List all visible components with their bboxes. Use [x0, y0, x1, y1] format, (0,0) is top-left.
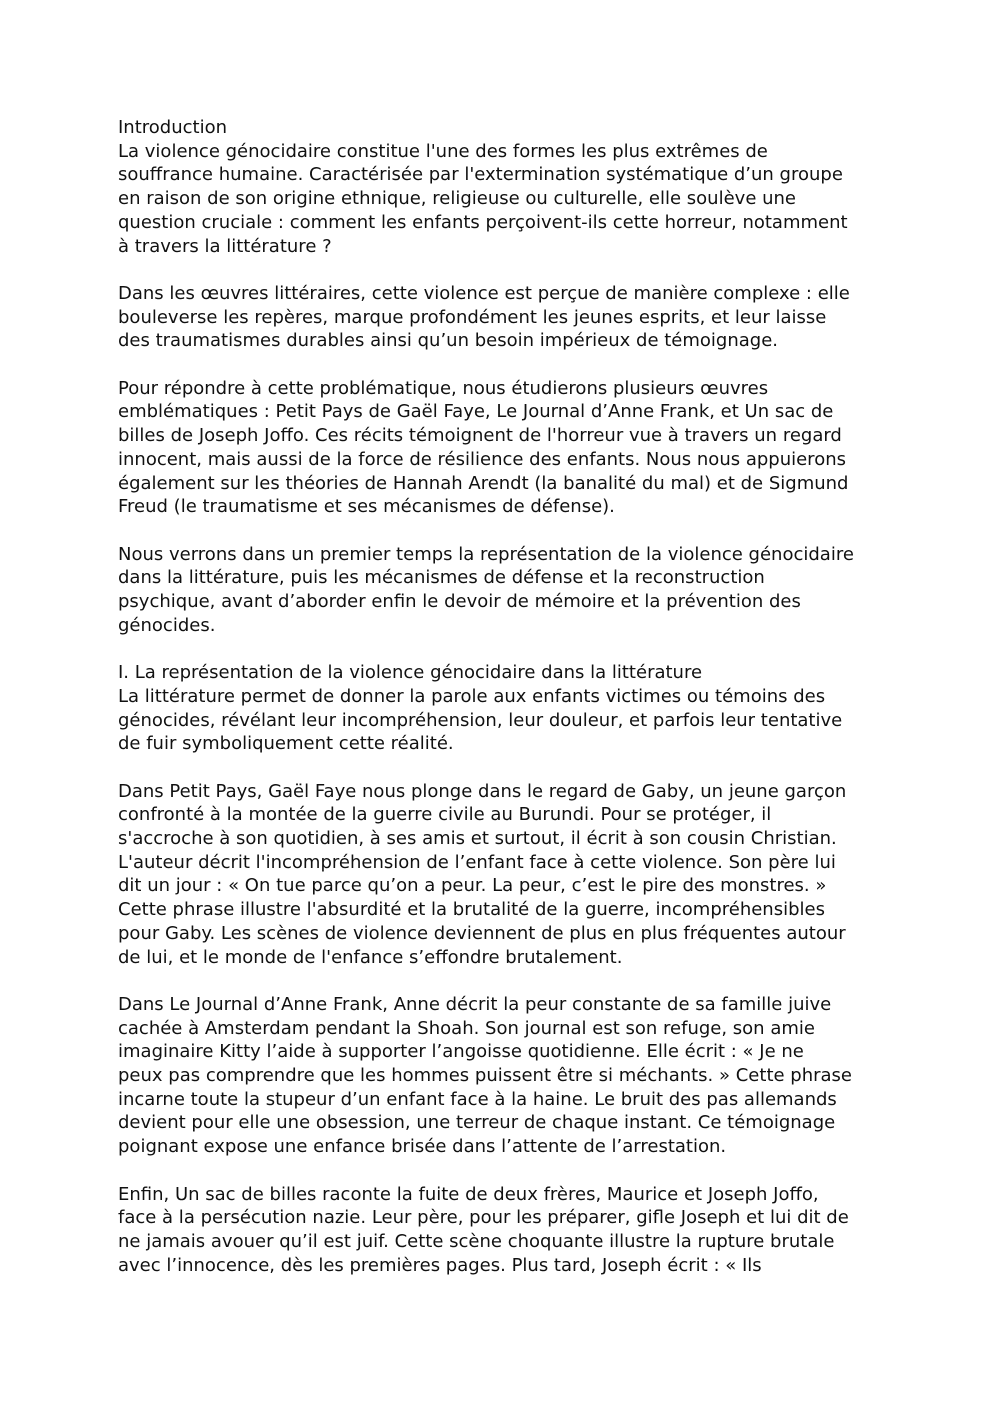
text-line: bouleverse les repères, marque profondément les jeunes esprits, et leur laisse [118, 306, 827, 328]
text-line: en raison de son origine ethnique, religieuse ou culturelle, elle soulève une [118, 188, 797, 210]
paragraph-perception [118, 282, 888, 353]
paragraph-anne-frank [118, 993, 888, 1159]
text-line: dit un jour : « On tue parce qu’on a peur. La peur, c’est le pire des monstres. » [118, 875, 827, 897]
text-line: emblématiques : Petit Pays de Gaël Faye, Le Journal d’Anne Frank, et Un sac de [118, 401, 834, 423]
text-line: innocent, mais aussi de la force de résilience des enfants. Nous nous appuierons [118, 448, 846, 470]
text-line: Cette phrase illustre l'absurdité et la brutalité de la guerre, incompréhensibles [118, 899, 825, 921]
document-page [118, 116, 888, 1301]
text-line: face à la persécution nazie. Leur père, pour les préparer, gifle Joseph et lui dit de [118, 1207, 849, 1229]
paragraph-petit-pays [118, 780, 888, 970]
introduction-heading: Introduction [118, 117, 228, 138]
text-line: Freud (le traumatisme et ses mécanismes de défense). [118, 496, 615, 518]
text-line: peux pas comprendre que les hommes puissent être si méchants. » Cette phrase [118, 1065, 853, 1087]
text-line: Dans les œuvres littéraires, cette violence est perçue de manière complexe : elle [118, 282, 850, 304]
text-line: de fuir symboliquement cette réalité. [118, 733, 454, 755]
text-line: Dans Petit Pays, Gaël Faye nous plonge dans le regard de Gaby, un jeune garçon [118, 780, 847, 802]
paragraph-plan [118, 543, 888, 638]
text-line: psychique, avant d’aborder enfin le devoir de mémoire et la prévention des [118, 591, 801, 613]
text-line: des traumatismes durables ainsi qu’un besoin impérieux de témoignage. [118, 330, 779, 352]
text-line: devient pour elle une obsession, une terreur de chaque instant. Ce témoignage [118, 1112, 836, 1134]
paragraph-problematique [118, 377, 888, 519]
text-line: pour Gaby. Les scènes de violence deviennent de plus en plus fréquentes autour [118, 922, 846, 944]
text-line: L'auteur décrit l'incompréhension de l’enfant face à cette violence. Son père lui [118, 851, 836, 873]
text-line: poignant expose une enfance brisée dans l’attente de l’arrestation. [118, 1136, 727, 1158]
text-line: Pour répondre à cette problématique, nous étudierons plusieurs œuvres [118, 377, 769, 399]
text-line: à travers la littérature ? [118, 235, 332, 257]
section-1-heading: I. La représentation de la violence génocidaire dans la littérature [118, 662, 703, 684]
text-line: également sur les théories de Hannah Arendt (la banalité du mal) et de Sigmund [118, 472, 849, 494]
text-line: ne jamais avouer qu’il est juif. Cette scène choquante illustre la rupture brutale [118, 1230, 835, 1252]
text-line: La littérature permet de donner la parole aux enfants victimes ou témoins des [118, 685, 826, 707]
text-line: confronté à la montée de la guerre civile au Burundi. Pour se protéger, il [118, 804, 772, 826]
text-line: incarne toute la stupeur d’un enfant face à la haine. Le bruit des pas allemands [118, 1088, 837, 1110]
text-line: question cruciale : comment les enfants perçoivent-ils cette horreur, notamment [118, 211, 848, 233]
text-line: génocides, révélant leur incompréhension, leur douleur, et parfois leur tentative [118, 709, 843, 731]
introduction-paragraph [118, 116, 888, 258]
text-line: billes de Joseph Joffo. Ces récits témoignent de l'horreur vue à travers un regard [118, 425, 842, 447]
text-line: avec l’innocence, dès les premières pages. Plus tard, Joseph écrit : « Ils [118, 1254, 762, 1276]
text-line: La violence génocidaire constitue l'une des formes les plus extrêmes de [118, 140, 768, 162]
text-line: génocides. [118, 614, 216, 636]
text-line: Dans Le Journal d’Anne Frank, Anne décrit la peur constante de sa famille juive [118, 993, 832, 1015]
text-line: cachée à Amsterdam pendant la Shoah. Son journal est son refuge, son amie [118, 1017, 815, 1039]
paragraph-sac-de-billes [118, 1183, 888, 1278]
text-line: souffrance humaine. Caractérisée par l'extermination systématique d’un groupe [118, 164, 843, 186]
text-line: imaginaire Kitty l’aide à supporter l’angoisse quotidienne. Elle écrit : « Je ne [118, 1041, 804, 1063]
section-1-paragraph [118, 661, 888, 756]
text-line: de lui, et le monde de l'enfance s’effondre brutalement. [118, 946, 623, 968]
text-line: Nous verrons dans un premier temps la représentation de la violence génocidaire [118, 543, 854, 565]
text-line: Enfin, Un sac de billes raconte la fuite de deux frères, Maurice et Joseph Joffo, [118, 1183, 819, 1205]
text-line: s'accroche à son quotidien, à ses amis et surtout, il écrit à son cousin Christian. [118, 828, 837, 850]
text-line: dans la littérature, puis les mécanismes de défense et la reconstruction [118, 567, 765, 589]
